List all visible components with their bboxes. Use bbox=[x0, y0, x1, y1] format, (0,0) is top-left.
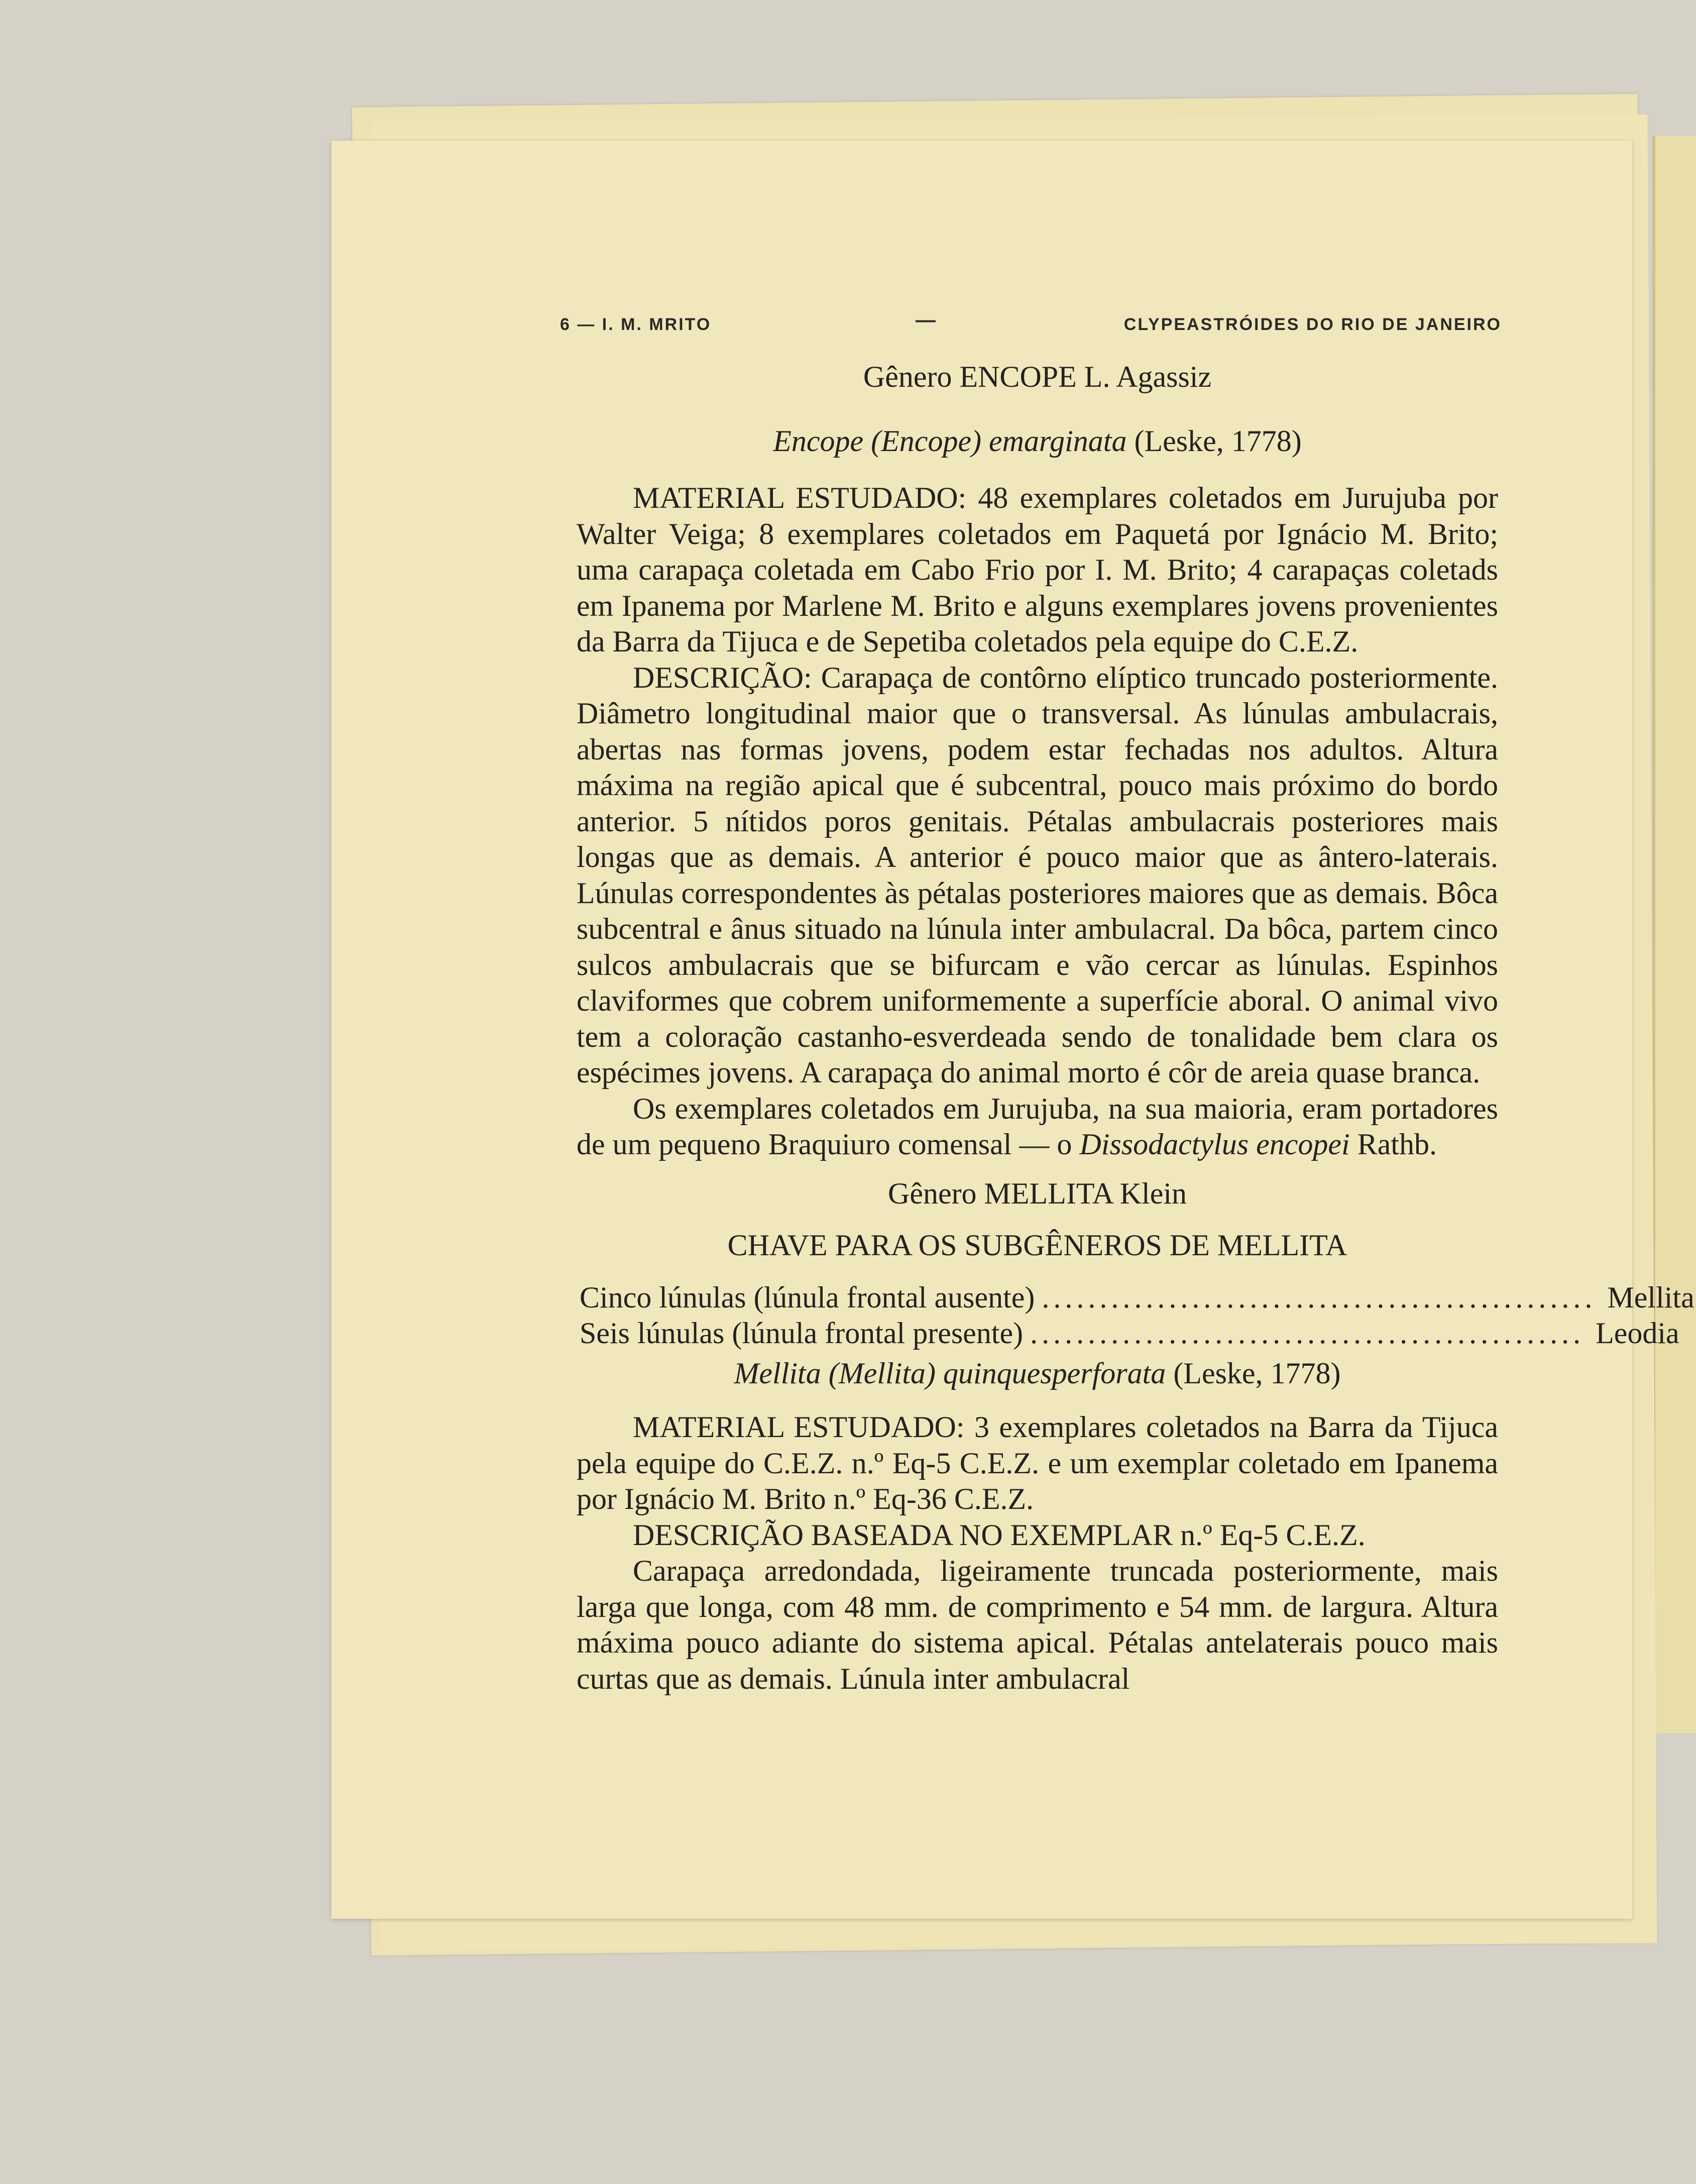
header-left: 6 — I. M. MRITO bbox=[560, 315, 712, 334]
description-paragraph: Carapaça arredondada, ligeiramente truncada posteriormente, mais larga que longa, com 48 mm. de comprimento e 54 mm. de largura. Altura máxima pouco adiante do sistema apical. Pétalas antelaterais pouco mais curtas que as demais. Lúnula inter ambulacral bbox=[577, 1554, 1498, 1695]
description-heading: DESCRIÇÃO BASEADA NO EXEMPLAR n.º Eq-5 C.E.Z. bbox=[633, 1518, 1366, 1552]
species-author: (Leske, 1778) bbox=[1173, 1356, 1341, 1390]
key-value: Mellita bbox=[1607, 1280, 1694, 1314]
running-header bbox=[560, 309, 1502, 339]
key-label: Seis lúnulas (lúnula frontal presente) bbox=[580, 1317, 1024, 1350]
note-author: Rathb. bbox=[1357, 1128, 1437, 1161]
genus-mellita-heading: Gênero MELLITA Klein bbox=[887, 1176, 1187, 1210]
species-mellita-heading bbox=[577, 1356, 1498, 1392]
header-right: CLYPEASTRÓIDES DO RIO DE JANEIRO bbox=[1123, 315, 1502, 334]
adjacent-page-edge bbox=[1652, 136, 1696, 1733]
header-dash: — bbox=[916, 309, 937, 331]
leader-dots: ................................................ bbox=[1042, 1280, 1597, 1314]
description-paragraph: DESCRIÇÃO: Carapaça de contôrno elíptico truncado posteriormente. Diâmetro longitudinal maior que o transversal. As lúnulas ambulacrais, abertas nas formas jovens, podem estar fechadas nos adultos. Altura máxima na região apical que é subcentral, pouco mais próximo do bordo anterior. 5 nítidos poros genitais. Pétalas ambulacrais posteriores mais longas que as demais. A anterior é pouco maior que as ântero-laterais. Lúnulas correspondentes às pétalas posteriores maiores que as demais. Bôca subcentral e ânus situado na lúnula inter ambulacral. Da bôca, partem cinco sulcos ambulacrais que se bifurcam e vão cercar as lúnulas. Espinhos claviformes que cobrem uniformemente a superfície aboral. O animal vivo tem a coloração castanho-esverdeada sendo de tonalidade bem clara os espécimes jovens. A carapaça do animal morto é côr de areia quase branca. bbox=[577, 661, 1498, 1089]
material-paragraph: MATERIAL ESTUDADO: 3 exemplares coletados na Barra da Tijuca pela equipe do C.E.Z. n.º Eq-5 C.E.Z. e um exemplar coletado em Ipanema por Ignácio M. Brito n.º Eq-36 C.E.Z. bbox=[577, 1410, 1498, 1515]
species-name: Mellita (Mellita) quinquesperforata bbox=[734, 1356, 1166, 1390]
note-paragraph bbox=[577, 1091, 1498, 1163]
species-author: (Leske, 1778) bbox=[1134, 424, 1302, 458]
key-title: CHAVE PARA OS SUBGÊNEROS DE MELLITA bbox=[727, 1229, 1347, 1262]
note-species: Dissodactylus encopei bbox=[1079, 1128, 1350, 1161]
genus-encope-heading: Gênero ENCOPE L. Agassiz bbox=[863, 360, 1212, 393]
subgenus-key bbox=[580, 1280, 1694, 1352]
key-row bbox=[580, 1280, 1694, 1316]
key-row bbox=[580, 1316, 1679, 1352]
species-name: Encope (Encope) emarginata bbox=[773, 424, 1127, 458]
key-label: Cinco lúnulas (lúnula frontal ausente) bbox=[580, 1280, 1035, 1314]
material-paragraph: MATERIAL ESTUDADO: 48 exemplares coletados em Jurujuba por Walter Veiga; 8 exemplares coletados em Paquetá por Ignácio M. Brito; uma carapaça coletada em Cabo Frio por I. M. Brito; 4 carapaças coletads em Ipanema por Marlene M. Brito e alguns exemplares jovens provenientes da Barra da Tijuca e de Sepetiba coletados pela equipe do C.E.Z. bbox=[577, 481, 1498, 658]
note-text: Os exemplares coletados em Jurujuba, na sua maioria, eram portadores de um pequeno Braquiuro comensal — o bbox=[577, 1091, 1498, 1161]
species-encope-heading bbox=[577, 423, 1498, 460]
page-body bbox=[577, 359, 1694, 1697]
leader-dots: ................................................ bbox=[1030, 1317, 1585, 1350]
key-value: Leodia bbox=[1596, 1317, 1679, 1350]
